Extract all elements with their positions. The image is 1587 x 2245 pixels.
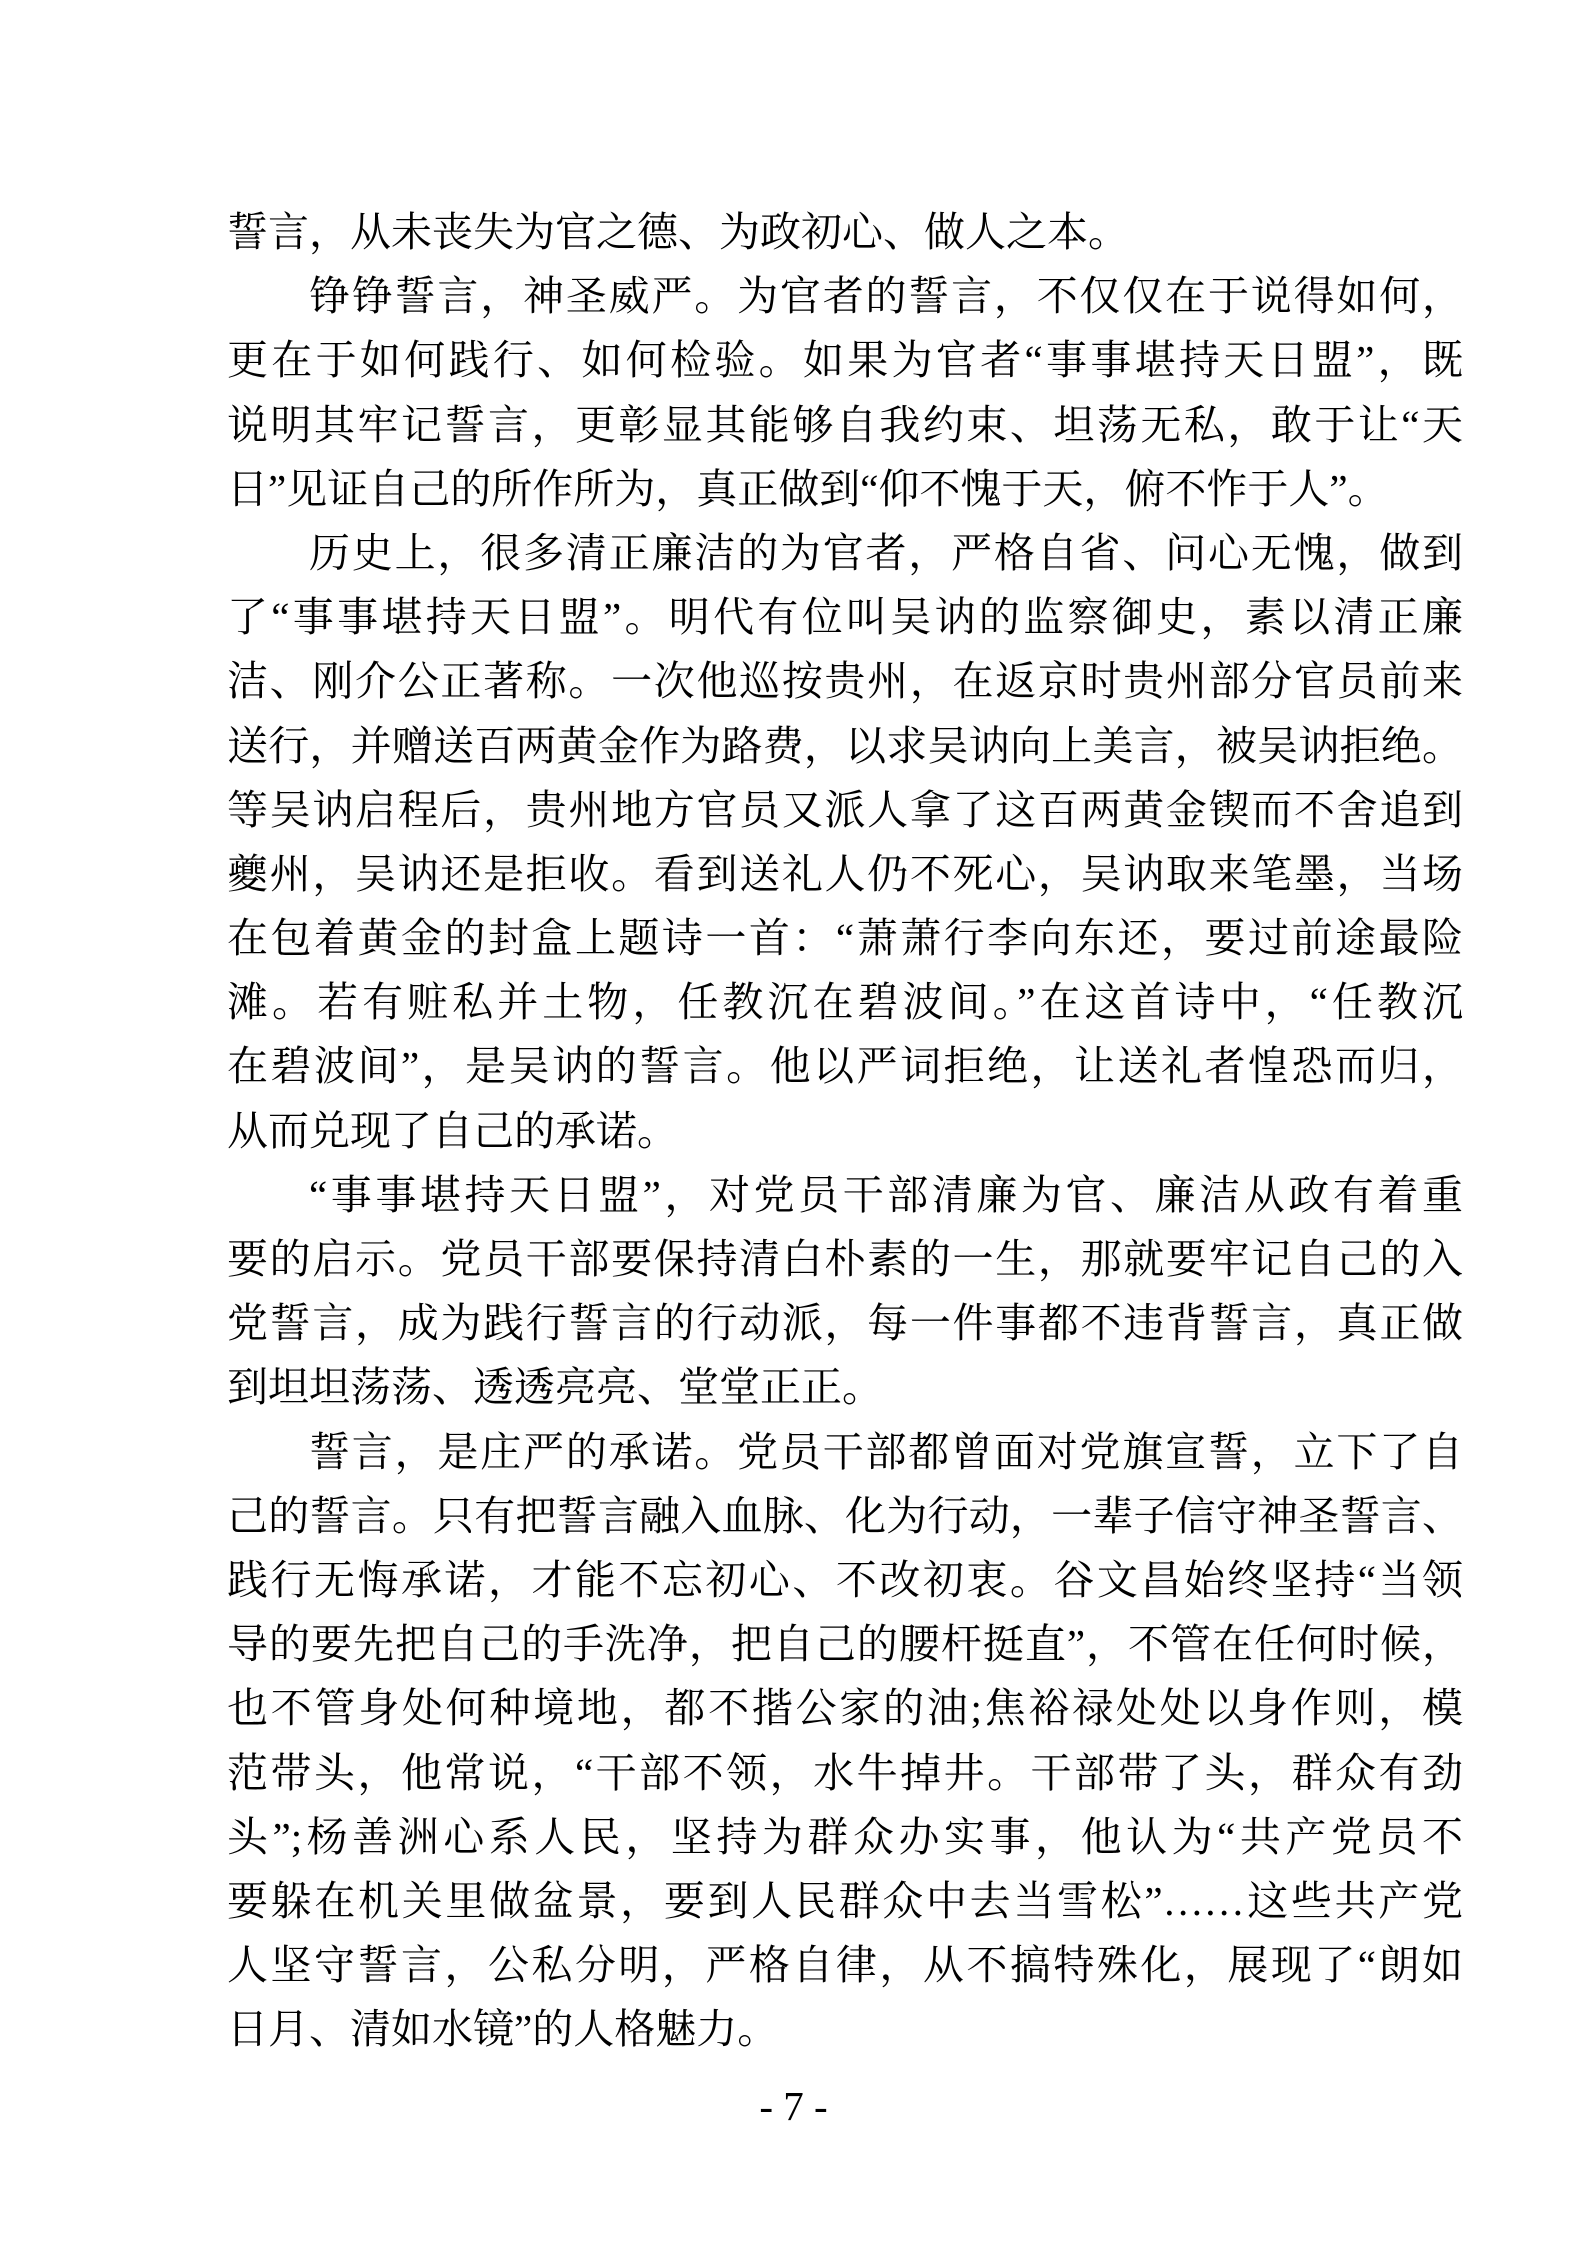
text-line: 在碧波间”，是吴讷的誓言。他以严词拒绝，让送礼者惶恐而归， [227,1043,1463,1090]
text-line: 头”;杨善洲心系人民，坚持为群众办实事，他认为“共产党员不 [227,1813,1463,1860]
page-footer [0,2082,1587,2130]
text-line: 要的启示。党员干部要保持清白朴素的一生，那就要牢记自己的入 [227,1236,1463,1282]
text-line: 送行，并赠送百两黄金作为路费，以求吴讷向上美言，被吴讷拒绝。 [227,722,1463,769]
text-line: 夔州，吴讷还是拒收。看到送礼人仍不死心，吴讷取来笔墨，当场 [227,850,1463,897]
text-line: 更在于如何践行、如何检验。如果为官者“事事堪持天日盟”，既 [227,337,1463,384]
text-line: 了“事事堪持天日盟”。明代有位叫吴讷的监察御史，素以清正廉 [227,594,1463,641]
page-number: - 7 - [759,2083,828,2129]
document-body [227,200,1463,2061]
text-line: 在包着黄金的封盒上题诗一首：“萧萧行李向东还，要过前途最险 [227,915,1463,962]
text-line: 铮铮誓言，神圣威严。为官者的誓言，不仅仅在于说得如何， [309,273,1463,320]
text-line: 党誓言，成为践行誓言的行动派，每一件事都不违背誓言，真正做 [227,1300,1463,1347]
text-line: 范带头，他常说，“干部不领，水牛掉井。干部带了头，群众有劲 [227,1749,1463,1796]
text-line: 己的誓言。只有把誓言融入血脉、化为行动，一辈子信守神圣誓言、 [227,1492,1463,1539]
text-line: 日”见证自己的所作所为，真正做到“仰不愧于天，俯不怍于人”。 [227,465,1389,512]
text-line: 日月、清如水镜”的人格魅力。 [227,2006,779,2053]
text-line: 洁、刚介公正著称。一次他巡按贵州，在返京时贵州部分官员前来 [227,658,1463,705]
text-line: 导的要先把自己的手洗净，把自己的腰杆挺直”，不管在任何时候， [227,1621,1463,1668]
text-line: 说明其牢记誓言，更彰显其能够自我约束、坦荡无私，敢于让“天 [227,401,1463,448]
text-line: 誓言，是庄严的承诺。党员干部都曾面对党旗宣誓，立下了自 [309,1428,1463,1475]
text-line: 人坚守誓言，公私分明，严格自律，从不搞特殊化，展现了“朗如 [227,1942,1463,1989]
text-line: 从而兑现了自己的承诺。 [227,1107,678,1154]
text-line: “事事堪持天日盟”，对党员干部清廉为官、廉洁从政有着重 [309,1171,1463,1218]
text-line: 要躲在机关里做盆景，要到人民群众中去当雪松”……这些共产党 [227,1877,1463,1924]
text-line: 誓言，从未丧失为官之德、为政初心、做人之本。 [227,209,1129,255]
text-line: 践行无悔承诺，才能不忘初心、不改初衷。谷文昌始终坚持“当领 [227,1556,1463,1603]
text-line: 等吴讷启程后，贵州地方官员又派人拿了这百两黄金锲而不舍追到 [227,786,1463,833]
text-line: 滩。若有赃私并土物，任教沉在碧波间。”在这首诗中，“任教沉 [227,979,1463,1026]
text-line: 历史上，很多清正廉洁的为官者，严格自省、问心无愧，做到 [309,529,1463,576]
text-line: 到坦坦荡荡、透透亮亮、堂堂正正。 [227,1364,883,1411]
text-line: 也不管身处何种境地，都不揩公家的油;焦裕禄处处以身作则，模 [227,1685,1463,1732]
